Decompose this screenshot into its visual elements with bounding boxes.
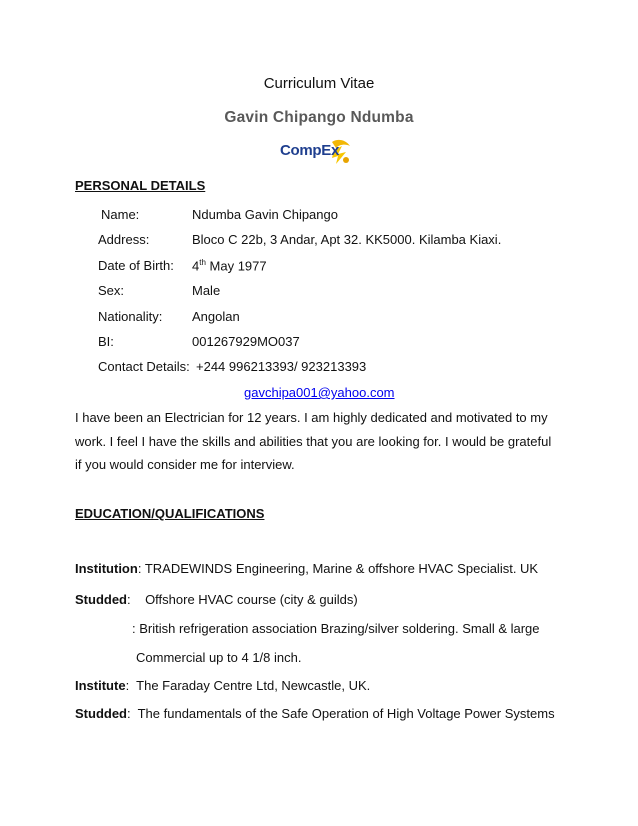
nationality-label: Nationality: [98, 309, 163, 324]
studded-sep-1: : [127, 592, 146, 607]
candidate-name: Gavin Chipango Ndumba [224, 109, 414, 126]
personal-details-heading: PERSONAL DETAILS [75, 178, 206, 193]
name-value: Ndumba Gavin Chipango [192, 207, 338, 222]
institution-sep: : [137, 561, 145, 576]
institute-label: Institute [75, 678, 126, 693]
dob-rest: May 1977 [205, 258, 267, 274]
logo-text-main: Comp [280, 142, 322, 159]
studded-text-2: The fundamentals of the Safe Operation of High Voltage Power Systems [137, 706, 555, 721]
institute-text: The Faraday Centre Ltd, Newcastle, UK. [136, 678, 371, 693]
dob-value [192, 258, 267, 273]
summary-paragraph: I have been an Electrician for 12 years. I am highly dedicated and motivated to my work. I feel I have the skills and abilities that you are looking for. I would be grateful if you would consider me for interview. [75, 410, 552, 472]
address-label: Address: [98, 232, 150, 247]
nationality-value: Angolan [192, 309, 240, 324]
dob-day: 4 [192, 258, 200, 274]
course-line-3: Commercial up to 4 1/8 inch. [136, 650, 302, 665]
studded-text-1: Offshore HVAC course (city & guilds) [145, 592, 358, 607]
compex-logo-text [280, 142, 339, 159]
institution-line-1 [75, 561, 538, 576]
studded-line-2 [75, 706, 555, 721]
sex-value: Male [192, 283, 221, 298]
email-link[interactable]: gavchipa001@yahoo.com [244, 385, 395, 400]
institute-sep: : [125, 678, 137, 693]
bi-value: 001267929MO037 [192, 334, 300, 349]
course-line-2: : British refrigeration association Brazing/silver soldering. Small & large [132, 621, 540, 636]
studded-label-2: Studded [75, 706, 127, 721]
studded-label-1: Studded [75, 592, 127, 607]
compex-logo [280, 136, 352, 170]
name-label: Name: [101, 207, 140, 222]
institution-label: Institution [75, 561, 138, 576]
studded-sep-2: : [127, 706, 138, 721]
document-title: Curriculum Vitae [263, 75, 375, 92]
bi-label: BI: [98, 334, 114, 349]
education-heading: EDUCATION/QUALIFICATIONS [75, 506, 265, 521]
contact-label: Contact Details: [98, 359, 190, 374]
sex-label: Sex: [98, 283, 125, 298]
address-value: Bloco C 22b, 3 Andar, Apt 32. KK5000. Kilamba Kiaxi. [192, 232, 502, 247]
logo-text-accent: Ex [321, 142, 340, 159]
dob-label: Date of Birth: [98, 258, 174, 273]
contact-value: +244 996213393/ 923213393 [196, 359, 367, 374]
institution-text: TRADEWINDS Engineering, Marine & offshore HVAC Specialist. UK [144, 561, 539, 576]
institute-line [75, 678, 370, 693]
dob-suffix: th [199, 258, 206, 267]
studded-line-1 [75, 592, 358, 607]
